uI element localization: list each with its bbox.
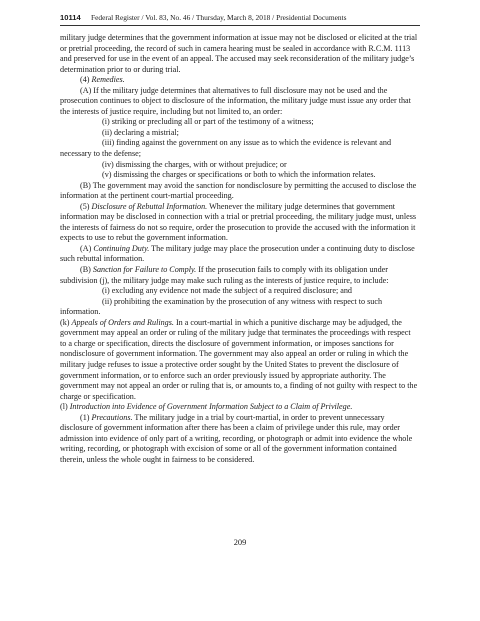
paragraph: (B) The government may avoid the sanction for nondisclosure by permitting the accused to disclose the information at the pertinent court-martial proceeding. [60,180,417,201]
document-body [60,33,418,465]
list-item: (ii) declaring a mistrial; [102,127,179,137]
paragraph-sanction: (B) Sanction for Failure to Comply. If the prosecution fails to comply with its obligation under subdivision (j), the military judge may make such ruling as the interests of justice require, to include: [60,265,389,285]
paragraph-precautions: (1) Precautions. The military judge in a trial by court-martial, in order to prevent unnecessary disclosure of government information after there has been a claim of privilege under this rule, may order admission into evidence of only part of a writing, recording, or photograph or admit into evidence the whole writing, recording, or photograph with excision of some or all of the government information contained therein, unless the whole ought in fairness to be considered. [60,412,413,464]
list-item: (i) striking or precluding all or part of the testimony of a witness; [102,117,314,127]
running-header [60,12,420,24]
list-item: (ii) prohibiting the examination by the prosecution of any witness with respect to such information. [60,296,383,317]
list-item: (iii) finding against the government on any issue as to which the evidence is relevant and necessary to the defense; [60,138,392,159]
publication-title: Federal Register / Vol. 83, No. 46 / Thursday, March 8, 2018 / Presidential Documents [91,13,347,22]
list-item: (iv) dismissing the charges, with or without prejudice; or [102,159,287,169]
list-item: (v) dismissing the charges or specifications or both to which the information relates. [102,170,376,180]
paragraph-continuing-duty: (A) Continuing Duty. The military judge may place the prosecution under a continuing duty to disclose such rebuttal information. [60,243,415,264]
paragraph: military judge determines that the government information at issue may not be disclosed or elicited at the trial or pretrial proceeding, the record of such in camera hearing must be sealed in accordance with R.C.M. 1113 and preserved for use in the event of an appeal. The accused may seek reconsideration of the military judge’s determination prior to or during trial. [60,33,418,74]
paragraph-appeals: (k) Appeals of Orders and Rulings. In a court-martial in which a punitive discharge may be adjudged, the government may appeal an order or ruling of the military judge that terminates the proceedings with respect to a charge or specification, directs the disclosure of government information, or imposes sanctions for nondisclosure of government information. The government may also appeal an order or ruling in which the military judge refuses to issue a protective order sought by the United States to prevent the disclosure of government information, or to enforce such an order previously issued by appropriate authority. The government may not appeal an order or ruling that is, or amounts to, a finding of not guilty with respect to the charge or specification. [60,317,418,401]
header-rule [60,25,420,26]
paragraph-disclosure-rebuttal: (5) Disclosure of Rebuttal Information. Whenever the military judge determines that government information may be disclosed in connection with a trial or pretrial proceeding, the military judge must, unless the interests of fairness do not so require, order the prosecution to provide the accused with the information it expects to use to rebut the government information. [60,201,417,243]
page-footer-number: 209 [233,538,247,547]
list-item: (i) excluding any evidence not made the subject of a required disclosure; and [102,286,352,296]
paragraph-remedies-heading: (4) Remedies. [80,75,125,85]
paragraph-introduction-heading: (l) Introduction into Evidence of Government Information Subject to a Claim of Privilege. [60,402,353,412]
page-number-header: 10114 [60,13,81,22]
paragraph: (A) If the military judge determines that alternatives to full disclosure may not be used and the prosecution continues to object to disclosure of the information, the military judge must issue any order that the interests of justice require, including but not limited to, an order: [60,85,411,116]
